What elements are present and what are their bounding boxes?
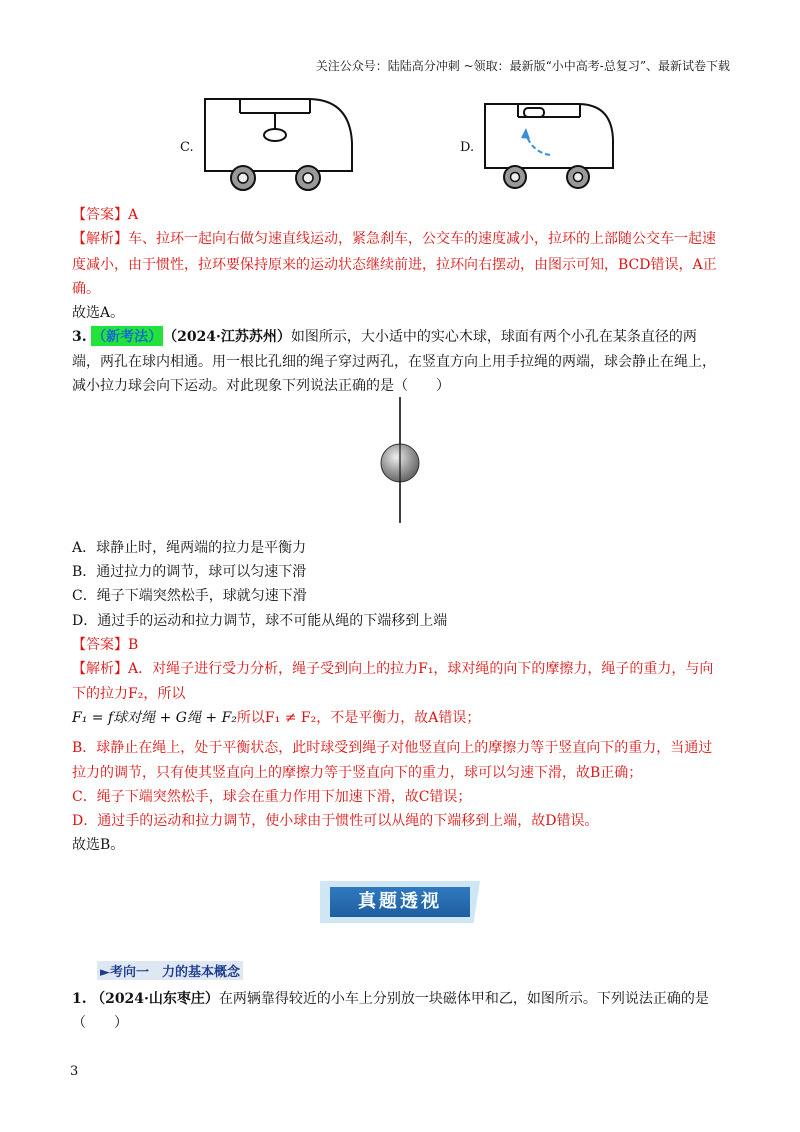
bus-c-figure bbox=[200, 93, 360, 193]
q2-conclusion: 故选A。 bbox=[72, 305, 125, 321]
bus-d-figure bbox=[480, 100, 620, 192]
q3-source: （2024·江苏苏州） bbox=[163, 329, 291, 345]
q3-stem-line-1 bbox=[72, 326, 697, 346]
q1-source: （2024·山东枣庄） bbox=[91, 991, 219, 1007]
q3-analysis-2: 下的拉力F₂，所以 bbox=[72, 686, 186, 702]
q3-number: 3. bbox=[72, 329, 87, 345]
q3-formula-line bbox=[72, 707, 480, 727]
section-heading: ►考向一 力的基本概念 bbox=[97, 961, 243, 980]
q2-analysis-1: 【解析】车、拉环一起向右做匀速直线运动，紧急刹车，公交车的速度减小，拉环的上部随公交车一起速 bbox=[72, 231, 716, 247]
q3-answer: 【答案】B bbox=[72, 637, 139, 653]
q3-conclusion: 故选B。 bbox=[72, 837, 125, 853]
page-header: 关注公众号：陆陆高分冲刺 ~领取：最新版“小中高考-总复习”、最新试卷下载 bbox=[315, 59, 730, 73]
q2-analysis-3: 确。 bbox=[72, 281, 100, 297]
q3-tag: （新考法） bbox=[91, 326, 163, 346]
option-d-label: D. bbox=[460, 140, 475, 155]
q3-formula: F₁ = f球对绳 + G绳 + F₂ bbox=[72, 710, 237, 726]
q3-analysis-1: 【解析】A．对绳子进行受力分析，绳子受到向上的拉力F₁，球对绳的向下的摩擦力，绳子的重力，与向 bbox=[72, 661, 714, 677]
banner-title: 真题透视 bbox=[330, 887, 470, 917]
q3-analysis-b1: B．球静止在绳上，处于平衡状态，此时球受到绳子对他竖直向上的摩擦力等于竖直向下的重力，当通过 bbox=[72, 740, 713, 756]
q3-stem-2: 端，两孔在球内相通。用一根比孔细的绳子穿过两孔，在竖直方向上用手拉绳的两端，球会静止在绳上， bbox=[72, 354, 716, 370]
q1-stem-line-1 bbox=[72, 988, 709, 1008]
page-number: 3 bbox=[70, 1064, 79, 1079]
option-c-label: C. bbox=[180, 140, 194, 155]
q2-analysis-2: 度减小，由于惯性，拉环要保持原来的运动状态继续前进，拉环向右摆动，由图示可知，BCD错误，A正 bbox=[72, 257, 717, 273]
q3-option-b: B．通过拉力的调节，球可以匀速下滑 bbox=[72, 564, 307, 580]
q3-stem-3: 减小拉力球会向下运动。对此现象下列说法正确的是（ ） bbox=[72, 378, 450, 394]
q3-option-a: A．球静止时，绳两端的拉力是平衡力 bbox=[72, 540, 307, 556]
q3-option-d: D．通过手的运动和拉力调节，球不可能从绳的下端移到上端 bbox=[72, 613, 448, 629]
q1-stem-1: 在两辆靠得较近的小车上分别放一块磁体甲和乙，如图所示。下列说法正确的是 bbox=[218, 991, 709, 1007]
q2-answer: 【答案】A bbox=[72, 207, 139, 223]
ball-on-rope-figure bbox=[375, 395, 425, 525]
section-banner bbox=[320, 881, 480, 923]
q3-analysis-c: C．绳子下端突然松手，球会在重力作用下加速下滑，故C错误； bbox=[72, 789, 472, 805]
q1-number: 1. bbox=[72, 991, 87, 1007]
q3-analysis-d: D．通过手的运动和拉力调节，使小球由于惯性可以从绳的下端移到上端，故D错误。 bbox=[72, 813, 599, 829]
q3-formula-tail: 所以F₁ ≠ F₂，不是平衡力，故A错误； bbox=[236, 710, 481, 726]
q3-stem-1: 如图所示，大小适中的实心木球，球面有两个小孔在某条直径的两 bbox=[290, 329, 697, 345]
q3-option-c: C．绳子下端突然松手，球就匀速下滑 bbox=[72, 588, 307, 604]
q3-analysis-b2: 拉力的调节，只有使其竖直向上的摩擦力等于竖直向下的重力，球可以匀速下滑，故B正确； bbox=[72, 765, 643, 781]
q1-stem-2: （ ） bbox=[72, 1015, 128, 1031]
